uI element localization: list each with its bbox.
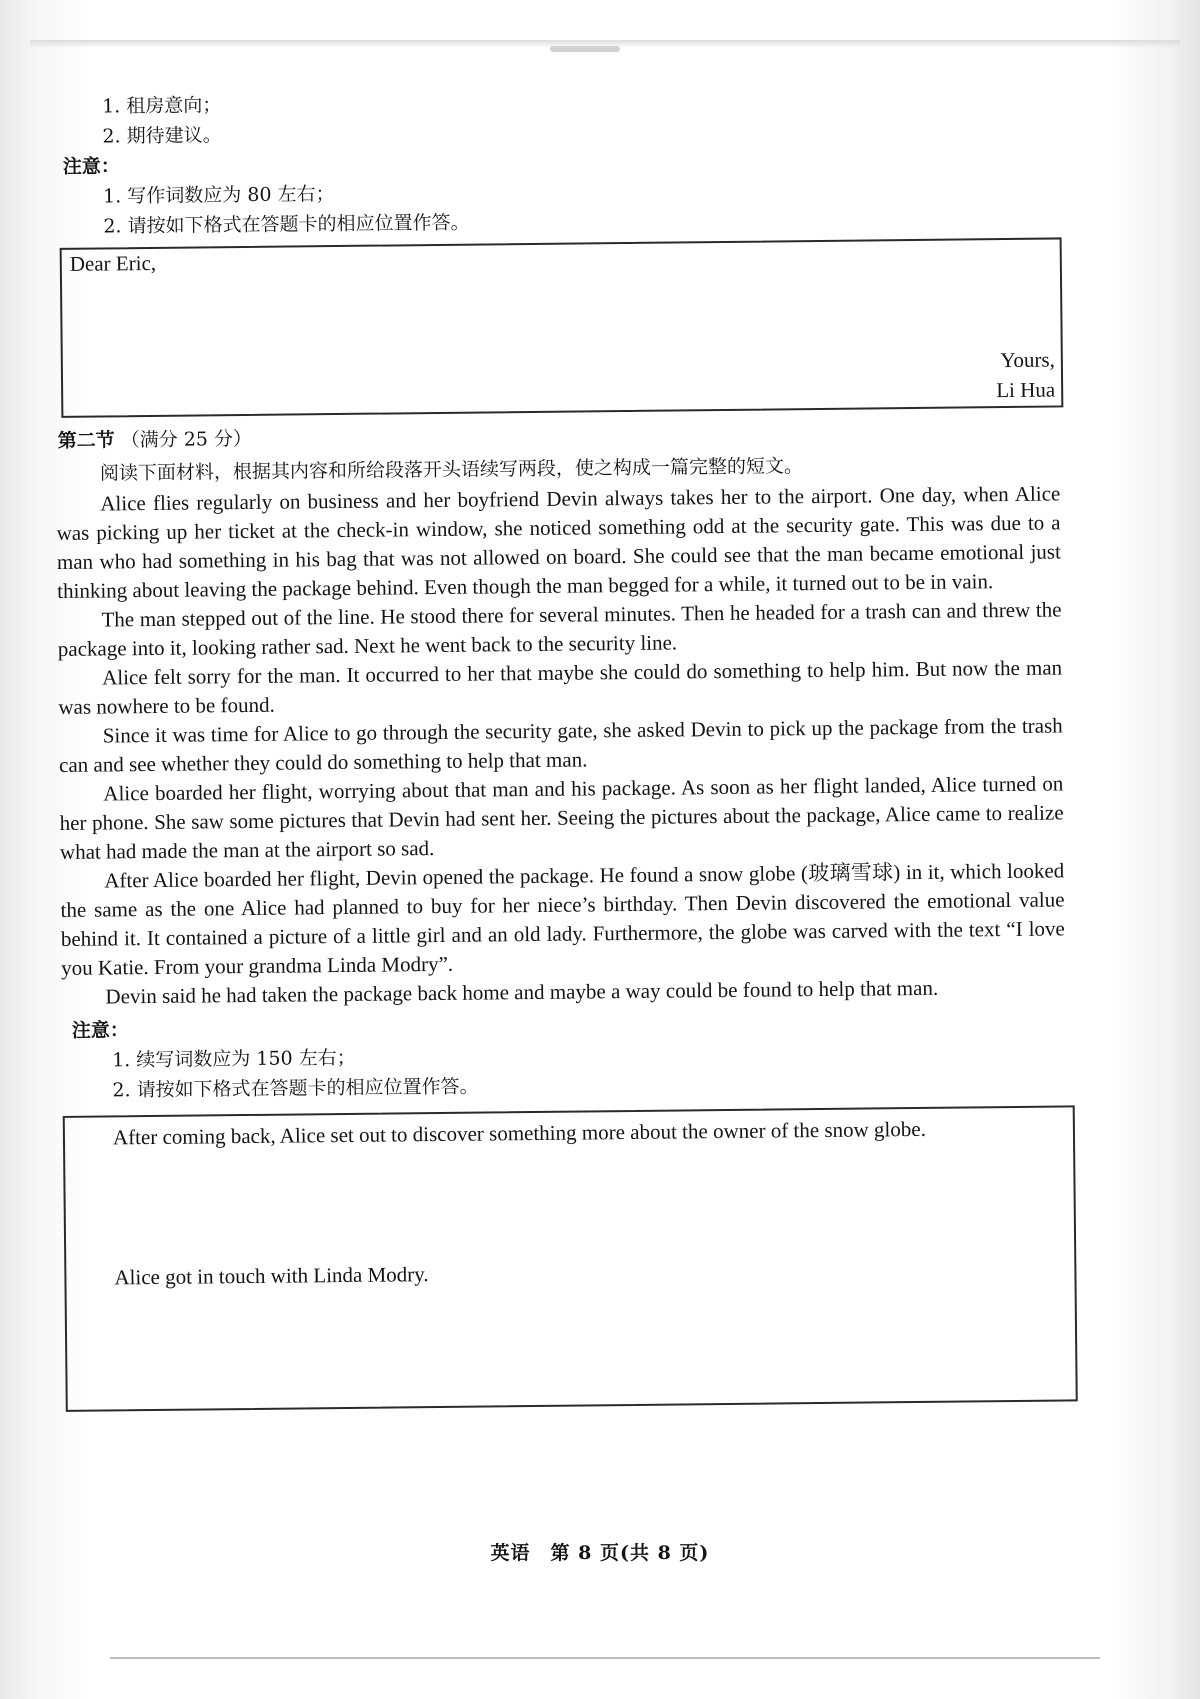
writing-note-1: 1. 写作词数应为 80 左右； xyxy=(102,183,335,208)
exam-content xyxy=(52,81,1076,1412)
paragraph-starter-2: Alice got in touch with Linda Modry. xyxy=(114,1262,429,1290)
writing-point-2: 2. 期待建议。 xyxy=(102,124,222,148)
letter-closing: Yours, xyxy=(1000,347,1055,373)
story-paragraph: After Alice boarded her flight, Devin opened the package. He found a snow globe (玻璃雪球) in it, which looked the same as the one Alice had planned to buy for her niece’s birthday. Then Devin discovered the emotional value behind it. It contained a picture of a little girl and an old lady. Furthermore, the globe was carved with the text “I love you Katie. From your grandma Linda Modry”. xyxy=(60,858,1065,980)
continuation-answer-box xyxy=(63,1105,1078,1412)
letter-answer-box xyxy=(60,237,1064,417)
page-footer: 英语 第 8 页(共 8 页) xyxy=(490,1542,710,1564)
scan-bottom-line xyxy=(110,1657,1100,1659)
story-paragraph: Since it was time for Alice to go through the security gate, she asked Devin to pick up the package from the trash can and see whether they could do something to help that man. xyxy=(58,713,1063,777)
story-paragraph: Devin said he had taken the package back home and maybe a way could be found to help that man. xyxy=(105,975,939,1009)
continuation-note-1: 1. 续写词数应为 150 左右； xyxy=(112,1046,356,1072)
story-paragraph: The man stepped out of the line. He stood there for several minutes. Then he headed for a trash can and threw the package into it, looking rather sad. Next he went back to the security line. xyxy=(57,597,1062,661)
writing-point-1: 1. 租房意向； xyxy=(102,94,222,118)
story-paragraph: Alice boarded her flight, worrying about that man and his package. As soon as her flight landed, Alice turned on her phone. She saw some pictures that Devin had sent her. Seeing the pictures about the package, Alice came to realize what had made the man at the airport so sad. xyxy=(59,771,1064,864)
story-paragraph: Alice felt sorry for the man. It occurred to her that maybe she could do something to help him. But now the man was nowhere to be found. xyxy=(58,655,1063,719)
paragraph-starter-1: After coming back, Alice set out to discover something more about the owner of the snow globe. xyxy=(112,1116,927,1150)
continuation-note-2: 2. 请按如下格式在答题卡的相应位置作答。 xyxy=(112,1075,479,1102)
continuation-notes xyxy=(62,1005,1073,1106)
section-2-score: （满分 25 分） xyxy=(120,427,253,452)
writing-note-2: 2. 请按如下格式在答题卡的相应位置作答。 xyxy=(103,211,470,238)
continuation-note-label: 注意： xyxy=(71,1019,129,1042)
story-paragraph: Alice flies regularly on business and her boyfriend Devin always takes her to the airport. One day, when Alice was picking up her ticket at the check-in window, she noticed something odd at the security gate. This was due to a man who had something in his bag that was not allowed on board. She could see that the man became emotional just thinking about leaving the package behind. Even though the man begged for a while, it turned out to be in vain. xyxy=(56,481,1061,603)
writing-note-label: 注意： xyxy=(62,155,120,178)
writing-points xyxy=(52,81,1063,152)
story-passage xyxy=(56,479,1071,1012)
letter-signature: Li Hua xyxy=(996,377,1056,403)
section-2-instruction: 阅读下面材料，根据其内容和所给段落开头语续写两段，使之构成一篇完整的短文。 xyxy=(99,455,804,485)
section-2-title: 第二节 xyxy=(57,429,115,452)
scan-top-mark xyxy=(550,46,620,52)
letter-salutation: Dear Eric, xyxy=(69,250,157,276)
